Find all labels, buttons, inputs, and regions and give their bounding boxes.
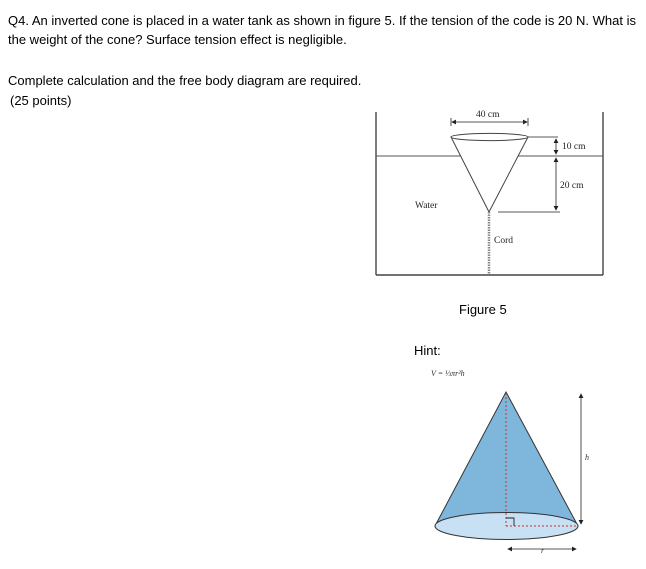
points-text: (25 points) [10,93,72,108]
question-line-2: the weight of the cone? Surface tension effect is negligible. [8,32,347,47]
radius-label: r [541,546,545,555]
water-label: Water [415,201,438,211]
hint-cone [435,392,578,540]
volume-formula: V = ⅓πr²h [431,369,465,378]
question-line-1: Q4. An inverted cone is placed in a water tank as shown in figure 5. If the tension of the code is 20 N. What is [8,13,636,28]
cord-label: Cord [494,236,513,246]
inverted-cone [451,133,528,212]
figure-caption: Figure 5 [459,302,507,317]
diameter-label: 40 cm [476,110,500,120]
hint-label: Hint: [414,343,441,358]
submerged-depth-label: 20 cm [560,181,584,191]
above-water-label: 10 cm [562,142,586,152]
requirement-text: Complete calculation and the free body diagram are required. [8,73,362,88]
height-label: h [585,453,589,462]
